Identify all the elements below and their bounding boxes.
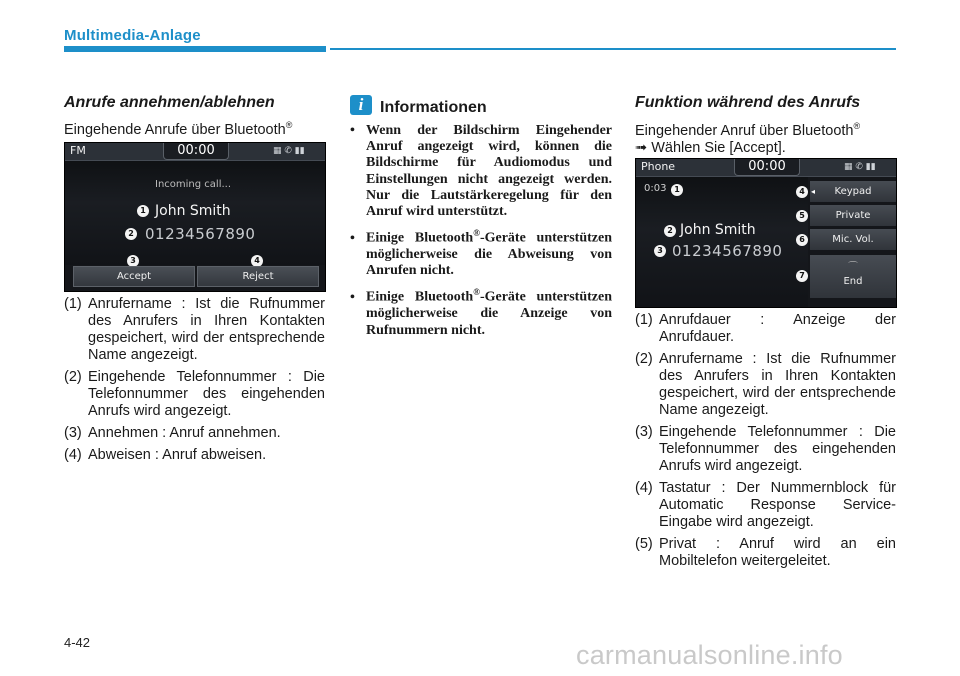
list-item — [635, 312, 896, 346]
right-subtitle-line2 — [635, 140, 897, 157]
badge-7: 7 — [796, 270, 808, 282]
badge-4: 4 — [251, 255, 263, 267]
item-text: Anrufdauer : Anzeige der Anrufdauer. — [659, 312, 896, 345]
private-button[interactable]: Private — [810, 205, 896, 227]
registered-mark: ® — [473, 228, 480, 239]
right-subtitle — [635, 118, 897, 157]
list-item — [635, 424, 896, 475]
right-list — [635, 312, 896, 575]
caller-name: John Smith — [680, 222, 756, 238]
right-subtitle-line1 — [635, 118, 897, 140]
item-text: Eingehende Telefonnummer : Die Telefonnummer des eingehenden Anrufs wird angezeigt. — [659, 424, 896, 474]
item-number: (3) — [64, 425, 82, 441]
registered-mark: ® — [853, 121, 861, 131]
badge-1: 1 — [137, 205, 149, 217]
watermark: carmanualsonline.info — [576, 640, 843, 670]
call-duration: 0:03 — [644, 183, 667, 194]
badge-2: 2 — [125, 228, 137, 240]
bullet-text: Wenn der Bildschirm Eingehender Anruf angezeigt wird, können die Bildschirme für Audiomodus und Einstellungen nicht angezeigt werden. Nur die Lautstärkeregelung für den Anruf wird unterstützt. — [366, 123, 612, 220]
arrow-icon: ➟ — [635, 139, 648, 156]
clock: 00:00 — [734, 159, 800, 176]
bullet-text-cont: -Geräte unterstützen möglicherweise die Anzeige von Rufnummern nicht. — [366, 290, 612, 338]
bullet-text: Einige Bluetooth — [366, 290, 474, 306]
badge-1: 1 — [671, 184, 683, 196]
bullet-text: Einige Bluetooth — [366, 230, 474, 246]
list-item — [64, 296, 325, 364]
left-list — [64, 296, 325, 469]
info-icon: i — [350, 95, 372, 115]
item-number: (4) — [64, 447, 82, 463]
item-number: (2) — [635, 351, 653, 367]
bullet-text-cont: -Geräte unterstützen möglicherweise die Abweisung von Anrufen nicht. — [366, 230, 612, 279]
list-item — [635, 536, 896, 570]
incoming-call-text: Incoming call... — [155, 179, 232, 190]
right-heading: Funktion während des Anrufs — [635, 94, 861, 111]
page-number: 4-42 — [64, 635, 91, 650]
reject-button[interactable]: Reject — [197, 266, 319, 287]
item-text: Privat : Anruf wird an ein Mobiltelefon weitergeleitet. — [659, 536, 896, 569]
item-text: Abweisen : Anruf abweisen. — [88, 447, 267, 463]
right-subtitle-text: Eingehender Anruf über Bluetooth — [635, 122, 854, 139]
info-list — [350, 123, 612, 344]
section-title: Multimedia-Anlage — [64, 27, 201, 44]
badge-2: 2 — [664, 225, 676, 237]
caret-left-icon: ◂ — [811, 187, 816, 196]
registered-mark: ® — [285, 120, 293, 130]
item-text: Anrufername : Ist die Rufnummer des Anrufers in Ihren Kontakten gespeichert, wird der entsprechende Name angezeigt. — [659, 351, 896, 418]
header-bar — [64, 46, 326, 52]
left-subtitle-text: Eingehende Anrufe über Bluetooth — [64, 121, 286, 138]
end-call-button[interactable] — [810, 255, 896, 299]
caller-name: John Smith — [155, 203, 231, 219]
active-call-screen — [635, 158, 897, 308]
bullet-mark: • — [350, 230, 355, 246]
keypad-button[interactable]: Keypad — [810, 181, 896, 203]
badge-3: 3 — [654, 245, 666, 257]
item-number: (5) — [635, 536, 653, 552]
list-item — [64, 425, 325, 442]
right-subtitle-text2: Wählen Sie [Accept]. — [651, 139, 786, 156]
left-heading: Anrufe annehmen/ablehnen — [64, 94, 275, 111]
item-number: (3) — [635, 424, 653, 440]
bullet-mark: • — [350, 290, 355, 306]
item-text: Anrufername : Ist die Rufnummer des Anrufers in Ihren Kontakten gespeichert, wird der entsprechende Name angezeigt. — [88, 296, 325, 363]
mic-vol-button[interactable]: Mic. Vol. — [810, 229, 896, 251]
badge-4: 4 — [796, 186, 808, 198]
info-bullet — [350, 123, 612, 220]
header-rule — [330, 48, 896, 50]
item-text: Annehmen : Anruf annehmen. — [88, 425, 281, 441]
badge-3: 3 — [127, 255, 139, 267]
accept-button[interactable]: Accept — [73, 266, 195, 287]
info-title: Informationen — [380, 99, 487, 116]
list-item — [64, 447, 325, 464]
info-bullet — [350, 284, 612, 338]
end-call-icon: ⌒ — [848, 262, 858, 273]
info-bullet — [350, 225, 612, 279]
left-subtitle — [64, 117, 292, 139]
bullet-mark: • — [350, 123, 355, 138]
end-call-label: End — [843, 276, 863, 287]
item-text: Tastatur : Der Nummernblock für Automatic Response Service-Eingabe wird angezeigt. — [659, 480, 896, 530]
badge-5: 5 — [796, 210, 808, 222]
status-icons: ▦ ✆ ▮▮ — [844, 162, 876, 172]
source-label: FM — [70, 144, 86, 157]
item-number: (1) — [635, 312, 653, 328]
registered-mark: ® — [473, 287, 480, 298]
source-label: Phone — [641, 160, 676, 173]
item-text: Eingehende Telefonnummer : Die Telefonnummer des eingehenden Anrufs wird angezeigt. — [88, 369, 325, 419]
status-icons: ▦ ✆ ▮▮ — [273, 146, 305, 156]
list-item — [635, 480, 896, 531]
item-number: (1) — [64, 296, 82, 312]
caller-number: 01234567890 — [145, 225, 256, 243]
screen-topbar — [65, 143, 325, 161]
list-item — [64, 369, 325, 420]
clock: 00:00 — [163, 143, 229, 160]
incoming-call-screen — [64, 142, 326, 292]
item-number: (2) — [64, 369, 82, 385]
badge-6: 6 — [796, 234, 808, 246]
screen-topbar — [636, 159, 896, 177]
list-item — [635, 351, 896, 419]
item-number: (4) — [635, 480, 653, 496]
caller-number: 01234567890 — [672, 242, 783, 260]
